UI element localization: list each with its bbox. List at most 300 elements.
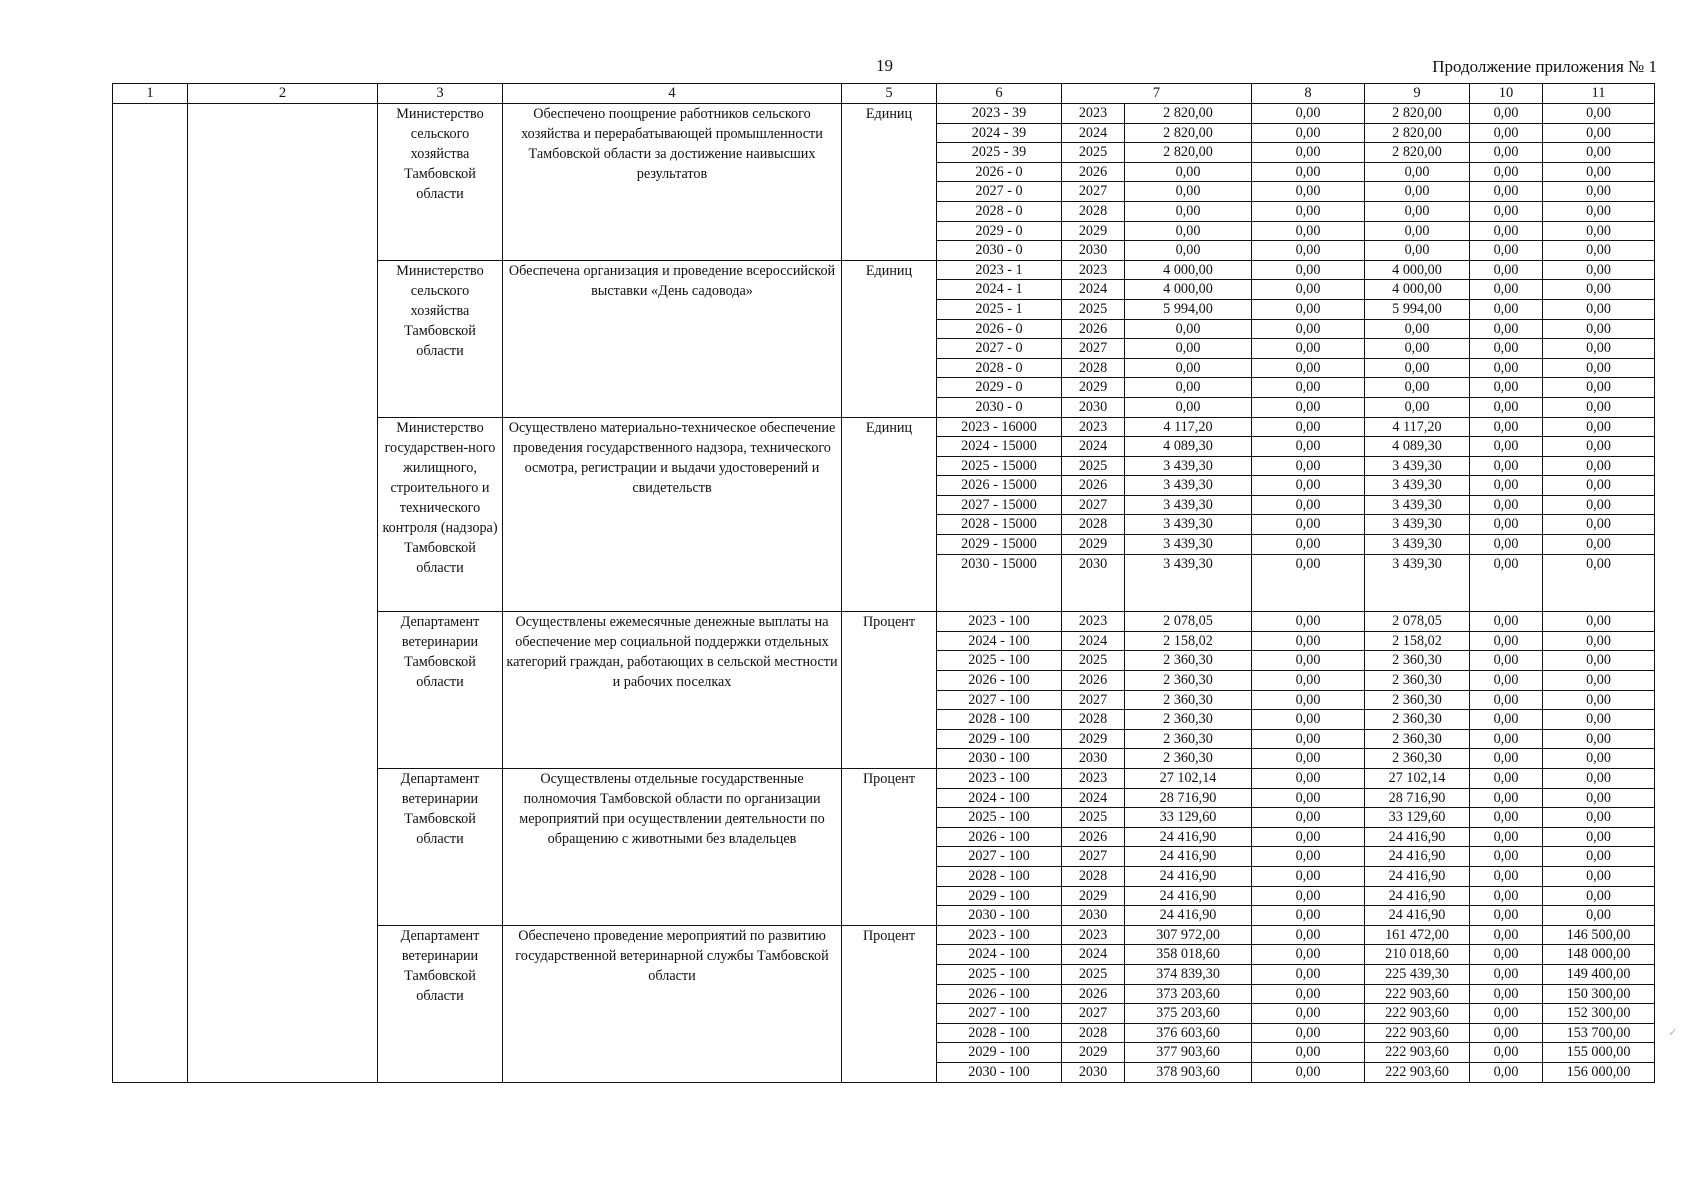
- regional-amount-cell: 3 439,30: [1365, 515, 1470, 535]
- municipal-amount-cell: 0,00: [1470, 241, 1543, 261]
- total-amount-cell: 4 000,00: [1125, 280, 1252, 300]
- target-value-cell: 2026 - 100: [937, 827, 1062, 847]
- municipal-amount-cell: 0,00: [1470, 515, 1543, 535]
- target-value-cell: 2027 - 100: [937, 1004, 1062, 1024]
- target-value-cell: 2029 - 0: [937, 378, 1062, 398]
- target-value-cell: 2030 - 100: [937, 906, 1062, 926]
- target-value-cell: 2025 - 100: [937, 651, 1062, 671]
- federal-amount-cell: 0,00: [1252, 123, 1365, 143]
- year-cell: 2028: [1062, 515, 1125, 535]
- total-amount-cell: 24 416,90: [1125, 827, 1252, 847]
- regional-amount-cell: 2 360,30: [1365, 749, 1470, 769]
- federal-amount-cell: 0,00: [1252, 1043, 1365, 1063]
- extrabudgetary-amount-cell: 0,00: [1543, 260, 1655, 280]
- federal-amount-cell: 0,00: [1252, 827, 1365, 847]
- regional-amount-cell: 0,00: [1365, 319, 1470, 339]
- appendix-continuation-label: Продолжение приложения № 1: [1432, 57, 1657, 76]
- extrabudgetary-amount-cell: 0,00: [1543, 554, 1655, 612]
- federal-amount-cell: 0,00: [1252, 651, 1365, 671]
- unit-cell: Единиц: [842, 104, 937, 261]
- municipal-amount-cell: 0,00: [1470, 143, 1543, 163]
- year-cell: 2030: [1062, 554, 1125, 612]
- total-amount-cell: 24 416,90: [1125, 906, 1252, 926]
- year-cell: 2026: [1062, 984, 1125, 1004]
- regional-amount-cell: 2 820,00: [1365, 143, 1470, 163]
- year-cell: 2024: [1062, 123, 1125, 143]
- federal-amount-cell: 0,00: [1252, 476, 1365, 496]
- federal-amount-cell: 0,00: [1252, 788, 1365, 808]
- municipal-amount-cell: 0,00: [1470, 1062, 1543, 1082]
- total-amount-cell: 0,00: [1125, 182, 1252, 202]
- executor-cell: Министерство сельского хозяйства Тамбовской области: [378, 260, 503, 417]
- regional-amount-cell: 3 439,30: [1365, 456, 1470, 476]
- extrabudgetary-amount-cell: 0,00: [1543, 808, 1655, 828]
- result-cell: Обеспечено поощрение работников сельского хозяйства и перерабатывающей промышленности Тамбовской области за достижение наивысших результатов: [503, 104, 842, 261]
- regional-amount-cell: 4 000,00: [1365, 280, 1470, 300]
- extrabudgetary-amount-cell: 0,00: [1543, 769, 1655, 789]
- extrabudgetary-amount-cell: 0,00: [1543, 847, 1655, 867]
- municipal-amount-cell: 0,00: [1470, 729, 1543, 749]
- extrabudgetary-amount-cell: 0,00: [1543, 866, 1655, 886]
- federal-amount-cell: 0,00: [1252, 886, 1365, 906]
- total-amount-cell: 3 439,30: [1125, 495, 1252, 515]
- year-cell: 2027: [1062, 182, 1125, 202]
- target-value-cell: 2023 - 1: [937, 260, 1062, 280]
- total-amount-cell: 2 078,05: [1125, 612, 1252, 632]
- target-value-cell: 2029 - 15000: [937, 535, 1062, 555]
- federal-amount-cell: 0,00: [1252, 358, 1365, 378]
- extrabudgetary-amount-cell: 0,00: [1543, 906, 1655, 926]
- extrabudgetary-amount-cell: 0,00: [1543, 476, 1655, 496]
- municipal-amount-cell: 0,00: [1470, 221, 1543, 241]
- federal-amount-cell: 0,00: [1252, 417, 1365, 437]
- year-cell: 2027: [1062, 495, 1125, 515]
- federal-amount-cell: 0,00: [1252, 612, 1365, 632]
- federal-amount-cell: 0,00: [1252, 182, 1365, 202]
- target-value-cell: 2024 - 100: [937, 945, 1062, 965]
- year-cell: 2028: [1062, 201, 1125, 221]
- federal-amount-cell: 0,00: [1252, 925, 1365, 945]
- extrabudgetary-amount-cell: 0,00: [1543, 749, 1655, 769]
- regional-amount-cell: 24 416,90: [1365, 866, 1470, 886]
- regional-amount-cell: 27 102,14: [1365, 769, 1470, 789]
- year-cell: 2026: [1062, 476, 1125, 496]
- column-number-4: 4: [503, 84, 842, 104]
- target-value-cell: 2026 - 15000: [937, 476, 1062, 496]
- unit-cell: Процент: [842, 769, 937, 926]
- municipal-amount-cell: 0,00: [1470, 358, 1543, 378]
- total-amount-cell: 0,00: [1125, 201, 1252, 221]
- regional-amount-cell: 2 158,02: [1365, 631, 1470, 651]
- target-value-cell: 2024 - 39: [937, 123, 1062, 143]
- target-value-cell: 2030 - 15000: [937, 554, 1062, 612]
- page-number: 19: [876, 56, 893, 75]
- federal-amount-cell: 0,00: [1252, 690, 1365, 710]
- regional-amount-cell: 4 117,20: [1365, 417, 1470, 437]
- year-cell: 2023: [1062, 104, 1125, 124]
- total-amount-cell: 27 102,14: [1125, 769, 1252, 789]
- year-cell: 2030: [1062, 241, 1125, 261]
- target-value-cell: 2028 - 100: [937, 1023, 1062, 1043]
- year-cell: 2029: [1062, 221, 1125, 241]
- year-cell: 2024: [1062, 631, 1125, 651]
- target-value-cell: 2026 - 100: [937, 984, 1062, 1004]
- target-value-cell: 2027 - 15000: [937, 495, 1062, 515]
- federal-amount-cell: 0,00: [1252, 710, 1365, 730]
- federal-amount-cell: 0,00: [1252, 1004, 1365, 1024]
- year-cell: 2025: [1062, 299, 1125, 319]
- municipal-amount-cell: 0,00: [1470, 710, 1543, 730]
- extrabudgetary-amount-cell: 149 400,00: [1543, 964, 1655, 984]
- regional-amount-cell: 5 994,00: [1365, 299, 1470, 319]
- federal-amount-cell: 0,00: [1252, 808, 1365, 828]
- extrabudgetary-amount-cell: 146 500,00: [1543, 925, 1655, 945]
- regional-amount-cell: 3 439,30: [1365, 554, 1470, 612]
- regional-amount-cell: 222 903,60: [1365, 1062, 1470, 1082]
- municipal-amount-cell: 0,00: [1470, 984, 1543, 1004]
- target-value-cell: 2026 - 100: [937, 671, 1062, 691]
- target-value-cell: 2023 - 100: [937, 925, 1062, 945]
- federal-amount-cell: 0,00: [1252, 339, 1365, 359]
- extrabudgetary-amount-cell: 0,00: [1543, 299, 1655, 319]
- target-value-cell: 2026 - 0: [937, 162, 1062, 182]
- regional-amount-cell: 225 439,30: [1365, 964, 1470, 984]
- federal-amount-cell: 0,00: [1252, 984, 1365, 1004]
- extrabudgetary-amount-cell: 0,00: [1543, 729, 1655, 749]
- unit-cell: Процент: [842, 612, 937, 769]
- column-number-header-row: [113, 84, 1655, 104]
- total-amount-cell: 358 018,60: [1125, 945, 1252, 965]
- regional-amount-cell: 0,00: [1365, 358, 1470, 378]
- regional-amount-cell: 3 439,30: [1365, 495, 1470, 515]
- extrabudgetary-amount-cell: 0,00: [1543, 201, 1655, 221]
- target-value-cell: 2024 - 100: [937, 788, 1062, 808]
- year-cell: 2028: [1062, 1023, 1125, 1043]
- total-amount-cell: 2 820,00: [1125, 104, 1252, 124]
- extrabudgetary-amount-cell: 0,00: [1543, 123, 1655, 143]
- regional-amount-cell: 2 360,30: [1365, 729, 1470, 749]
- year-cell: 2027: [1062, 1004, 1125, 1024]
- total-amount-cell: 307 972,00: [1125, 925, 1252, 945]
- municipal-amount-cell: 0,00: [1470, 1023, 1543, 1043]
- total-amount-cell: 0,00: [1125, 319, 1252, 339]
- regional-amount-cell: 0,00: [1365, 201, 1470, 221]
- total-amount-cell: 376 603,60: [1125, 1023, 1252, 1043]
- extrabudgetary-amount-cell: 0,00: [1543, 280, 1655, 300]
- year-cell: 2026: [1062, 319, 1125, 339]
- federal-amount-cell: 0,00: [1252, 319, 1365, 339]
- municipal-amount-cell: 0,00: [1470, 690, 1543, 710]
- regional-amount-cell: 2 820,00: [1365, 104, 1470, 124]
- total-amount-cell: 378 903,60: [1125, 1062, 1252, 1082]
- year-cell: 2026: [1062, 827, 1125, 847]
- target-value-cell: 2025 - 15000: [937, 456, 1062, 476]
- year-cell: 2024: [1062, 280, 1125, 300]
- executor-cell: Департамент ветеринарии Тамбовской области: [378, 925, 503, 1082]
- extrabudgetary-amount-cell: 0,00: [1543, 143, 1655, 163]
- federal-amount-cell: 0,00: [1252, 260, 1365, 280]
- target-value-cell: 2027 - 100: [937, 690, 1062, 710]
- extrabudgetary-amount-cell: 0,00: [1543, 671, 1655, 691]
- target-value-cell: 2025 - 100: [937, 808, 1062, 828]
- municipal-amount-cell: 0,00: [1470, 476, 1543, 496]
- total-amount-cell: 2 360,30: [1125, 749, 1252, 769]
- extrabudgetary-amount-cell: 0,00: [1543, 495, 1655, 515]
- year-cell: 2030: [1062, 1062, 1125, 1082]
- extrabudgetary-amount-cell: 0,00: [1543, 710, 1655, 730]
- municipal-amount-cell: 0,00: [1470, 456, 1543, 476]
- extrabudgetary-amount-cell: 0,00: [1543, 515, 1655, 535]
- total-amount-cell: 2 360,30: [1125, 671, 1252, 691]
- regional-amount-cell: 4 000,00: [1365, 260, 1470, 280]
- municipal-amount-cell: 0,00: [1470, 495, 1543, 515]
- table-row: [113, 104, 1655, 124]
- municipal-amount-cell: 0,00: [1470, 123, 1543, 143]
- municipal-amount-cell: 0,00: [1470, 162, 1543, 182]
- municipal-amount-cell: 0,00: [1470, 808, 1543, 828]
- extrabudgetary-amount-cell: 0,00: [1543, 631, 1655, 651]
- extrabudgetary-amount-cell: 0,00: [1543, 378, 1655, 398]
- regional-amount-cell: 4 089,30: [1365, 437, 1470, 457]
- regional-amount-cell: 0,00: [1365, 339, 1470, 359]
- extrabudgetary-amount-cell: 0,00: [1543, 788, 1655, 808]
- municipal-amount-cell: 0,00: [1470, 671, 1543, 691]
- target-value-cell: 2028 - 0: [937, 201, 1062, 221]
- total-amount-cell: 0,00: [1125, 241, 1252, 261]
- extrabudgetary-amount-cell: 0,00: [1543, 886, 1655, 906]
- year-cell: 2023: [1062, 260, 1125, 280]
- result-cell: Обеспечено проведение мероприятий по развитию государственной ветеринарной службы Тамбовской области: [503, 925, 842, 1082]
- extrabudgetary-amount-cell: 0,00: [1543, 612, 1655, 632]
- target-value-cell: 2030 - 100: [937, 1062, 1062, 1082]
- column-number-2: 2: [188, 84, 378, 104]
- target-value-cell: 2024 - 15000: [937, 437, 1062, 457]
- target-value-cell: 2028 - 100: [937, 710, 1062, 730]
- result-cell: Осуществлено материально-техническое обеспечение проведения государственного надзора, технического осмотра, регистрации и выдачи удостоверений и свидетельств: [503, 417, 842, 612]
- year-cell: 2028: [1062, 866, 1125, 886]
- total-amount-cell: 2 158,02: [1125, 631, 1252, 651]
- target-value-cell: 2028 - 15000: [937, 515, 1062, 535]
- total-amount-cell: 2 360,30: [1125, 729, 1252, 749]
- federal-amount-cell: 0,00: [1252, 241, 1365, 261]
- column-number-11: 11: [1543, 84, 1655, 104]
- regional-amount-cell: 24 416,90: [1365, 847, 1470, 867]
- year-cell: 2025: [1062, 964, 1125, 984]
- year-cell: 2025: [1062, 456, 1125, 476]
- year-cell: 2027: [1062, 339, 1125, 359]
- year-cell: 2025: [1062, 143, 1125, 163]
- column-number-9: 9: [1365, 84, 1470, 104]
- municipal-amount-cell: 0,00: [1470, 280, 1543, 300]
- column-number-1: 1: [113, 84, 188, 104]
- federal-amount-cell: 0,00: [1252, 437, 1365, 457]
- total-amount-cell: 24 416,90: [1125, 866, 1252, 886]
- year-cell: 2024: [1062, 437, 1125, 457]
- total-amount-cell: 0,00: [1125, 339, 1252, 359]
- year-cell: 2025: [1062, 651, 1125, 671]
- regional-amount-cell: 0,00: [1365, 182, 1470, 202]
- federal-amount-cell: 0,00: [1252, 221, 1365, 241]
- column-number-5: 5: [842, 84, 937, 104]
- scan-mark: ✓: [1668, 1025, 1679, 1039]
- municipal-amount-cell: 0,00: [1470, 612, 1543, 632]
- total-amount-cell: 2 360,30: [1125, 690, 1252, 710]
- total-amount-cell: 4 089,30: [1125, 437, 1252, 457]
- total-amount-cell: 3 439,30: [1125, 476, 1252, 496]
- municipal-amount-cell: 0,00: [1470, 631, 1543, 651]
- unit-cell: Единиц: [842, 260, 937, 417]
- municipal-amount-cell: 0,00: [1470, 769, 1543, 789]
- total-amount-cell: 2 820,00: [1125, 143, 1252, 163]
- extrabudgetary-amount-cell: 0,00: [1543, 535, 1655, 555]
- column-number-3: 3: [378, 84, 503, 104]
- municipal-amount-cell: 0,00: [1470, 182, 1543, 202]
- executor-cell: Министерство государствен-ного жилищного, строительного и технического контроля (надзора) Тамбовской области: [378, 417, 503, 612]
- extrabudgetary-amount-cell: 150 300,00: [1543, 984, 1655, 1004]
- column-number-7: 7: [1062, 84, 1252, 104]
- municipal-amount-cell: 0,00: [1470, 299, 1543, 319]
- regional-amount-cell: 222 903,60: [1365, 1004, 1470, 1024]
- unit-cell: Процент: [842, 925, 937, 1082]
- unit-cell: Единиц: [842, 417, 937, 612]
- year-cell: 2027: [1062, 847, 1125, 867]
- year-cell: 2023: [1062, 925, 1125, 945]
- year-cell: 2030: [1062, 397, 1125, 417]
- year-cell: 2027: [1062, 690, 1125, 710]
- federal-amount-cell: 0,00: [1252, 729, 1365, 749]
- total-amount-cell: 3 439,30: [1125, 535, 1252, 555]
- municipal-amount-cell: 0,00: [1470, 651, 1543, 671]
- regional-amount-cell: 2 360,30: [1365, 651, 1470, 671]
- regional-amount-cell: 2 078,05: [1365, 612, 1470, 632]
- municipal-amount-cell: 0,00: [1470, 260, 1543, 280]
- target-value-cell: 2023 - 100: [937, 612, 1062, 632]
- year-cell: 2029: [1062, 378, 1125, 398]
- federal-amount-cell: 0,00: [1252, 1023, 1365, 1043]
- regional-amount-cell: 3 439,30: [1365, 535, 1470, 555]
- total-amount-cell: 2 360,30: [1125, 710, 1252, 730]
- extrabudgetary-amount-cell: 0,00: [1543, 319, 1655, 339]
- extrabudgetary-amount-cell: 0,00: [1543, 690, 1655, 710]
- target-value-cell: 2030 - 0: [937, 241, 1062, 261]
- target-value-cell: 2028 - 0: [937, 358, 1062, 378]
- federal-amount-cell: 0,00: [1252, 201, 1365, 221]
- total-amount-cell: 0,00: [1125, 378, 1252, 398]
- extrabudgetary-amount-cell: 0,00: [1543, 651, 1655, 671]
- regional-amount-cell: 3 439,30: [1365, 476, 1470, 496]
- target-value-cell: 2027 - 0: [937, 339, 1062, 359]
- total-amount-cell: 2 820,00: [1125, 123, 1252, 143]
- column-number-6: 6: [937, 84, 1062, 104]
- target-value-cell: 2030 - 0: [937, 397, 1062, 417]
- total-amount-cell: 2 360,30: [1125, 651, 1252, 671]
- federal-amount-cell: 0,00: [1252, 397, 1365, 417]
- total-amount-cell: 24 416,90: [1125, 886, 1252, 906]
- regional-amount-cell: 2 360,30: [1365, 710, 1470, 730]
- regional-amount-cell: 0,00: [1365, 378, 1470, 398]
- extrabudgetary-amount-cell: 0,00: [1543, 456, 1655, 476]
- total-amount-cell: 375 203,60: [1125, 1004, 1252, 1024]
- municipal-amount-cell: 0,00: [1470, 749, 1543, 769]
- target-value-cell: 2025 - 100: [937, 964, 1062, 984]
- target-value-cell: 2026 - 0: [937, 319, 1062, 339]
- extrabudgetary-amount-cell: 0,00: [1543, 827, 1655, 847]
- federal-amount-cell: 0,00: [1252, 299, 1365, 319]
- extrabudgetary-amount-cell: 0,00: [1543, 417, 1655, 437]
- extrabudgetary-amount-cell: 0,00: [1543, 397, 1655, 417]
- year-cell: 2028: [1062, 358, 1125, 378]
- year-cell: 2023: [1062, 612, 1125, 632]
- year-cell: 2029: [1062, 1043, 1125, 1063]
- regional-amount-cell: 2 820,00: [1365, 123, 1470, 143]
- total-amount-cell: 373 203,60: [1125, 984, 1252, 1004]
- total-amount-cell: 3 439,30: [1125, 554, 1252, 612]
- total-amount-cell: 0,00: [1125, 397, 1252, 417]
- year-cell: 2026: [1062, 162, 1125, 182]
- target-value-cell: 2025 - 39: [937, 143, 1062, 163]
- total-amount-cell: 377 903,60: [1125, 1043, 1252, 1063]
- total-amount-cell: 5 994,00: [1125, 299, 1252, 319]
- extrabudgetary-amount-cell: 153 700,00: [1543, 1023, 1655, 1043]
- total-amount-cell: 0,00: [1125, 221, 1252, 241]
- year-cell: 2024: [1062, 945, 1125, 965]
- total-amount-cell: 3 439,30: [1125, 515, 1252, 535]
- target-value-cell: 2023 - 16000: [937, 417, 1062, 437]
- federal-amount-cell: 0,00: [1252, 964, 1365, 984]
- federal-amount-cell: 0,00: [1252, 1062, 1365, 1082]
- extrabudgetary-amount-cell: 0,00: [1543, 241, 1655, 261]
- municipal-amount-cell: 0,00: [1470, 397, 1543, 417]
- regional-amount-cell: 2 360,30: [1365, 690, 1470, 710]
- year-cell: 2023: [1062, 769, 1125, 789]
- extrabudgetary-amount-cell: 152 300,00: [1543, 1004, 1655, 1024]
- municipal-amount-cell: 0,00: [1470, 104, 1543, 124]
- municipal-amount-cell: 0,00: [1470, 788, 1543, 808]
- regional-amount-cell: 0,00: [1365, 162, 1470, 182]
- executor-cell: Министерство сельского хозяйства Тамбовской области: [378, 104, 503, 261]
- total-amount-cell: 0,00: [1125, 358, 1252, 378]
- federal-amount-cell: 0,00: [1252, 906, 1365, 926]
- total-amount-cell: 4 117,20: [1125, 417, 1252, 437]
- year-cell: 2025: [1062, 808, 1125, 828]
- regional-amount-cell: 161 472,00: [1365, 925, 1470, 945]
- extrabudgetary-amount-cell: 148 000,00: [1543, 945, 1655, 965]
- column-number-8: 8: [1252, 84, 1365, 104]
- year-cell: 2026: [1062, 671, 1125, 691]
- federal-amount-cell: 0,00: [1252, 495, 1365, 515]
- executor-cell: Департамент ветеринарии Тамбовской области: [378, 612, 503, 769]
- year-cell: 2024: [1062, 788, 1125, 808]
- year-cell: 2023: [1062, 417, 1125, 437]
- result-cell: Осуществлены ежемесячные денежные выплаты на обеспечение мер социальной поддержки отдельных категорий граждан, работающих в сельской местности и рабочих поселках: [503, 612, 842, 769]
- federal-amount-cell: 0,00: [1252, 671, 1365, 691]
- regional-amount-cell: 24 416,90: [1365, 906, 1470, 926]
- federal-amount-cell: 0,00: [1252, 280, 1365, 300]
- regional-amount-cell: 222 903,60: [1365, 1023, 1470, 1043]
- target-value-cell: 2027 - 100: [937, 847, 1062, 867]
- year-cell: 2030: [1062, 749, 1125, 769]
- target-value-cell: 2027 - 0: [937, 182, 1062, 202]
- municipal-amount-cell: 0,00: [1470, 378, 1543, 398]
- federal-amount-cell: 0,00: [1252, 143, 1365, 163]
- target-value-cell: 2024 - 1: [937, 280, 1062, 300]
- year-cell: 2029: [1062, 729, 1125, 749]
- regional-amount-cell: 0,00: [1365, 241, 1470, 261]
- municipal-amount-cell: 0,00: [1470, 554, 1543, 612]
- target-value-cell: 2025 - 1: [937, 299, 1062, 319]
- extrabudgetary-amount-cell: 156 000,00: [1543, 1062, 1655, 1082]
- total-amount-cell: 4 000,00: [1125, 260, 1252, 280]
